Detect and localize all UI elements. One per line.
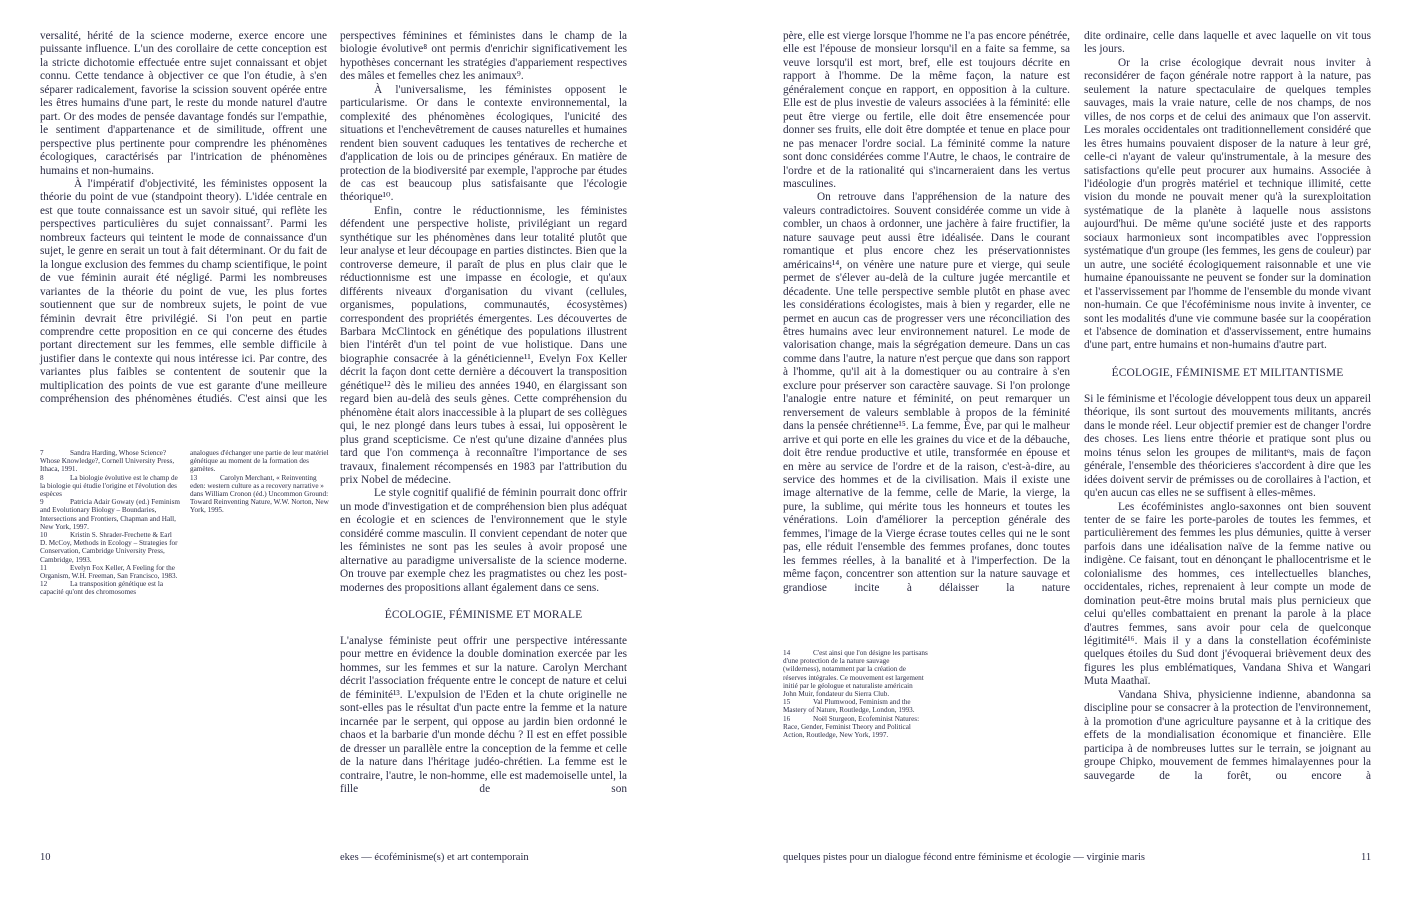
right-column-2 (1084, 30, 1371, 783)
paragraph: À l'universalisme, les féministes opposent le particularisme. Or dans le contexte environnemental, la complexité des phénomènes écologiques, l'unicité des situations et l'enchevêtrement de causes naturelles et humaines rendent bien souvent caduques les tentatives de recherche et d'application de lois ou de principes généraux. En matière de protection de la biodiversité par exemple, l'approche par études de cas est beaucoup plus satisfaisante que l'écologie théorique¹⁰. (340, 83, 627, 204)
footnote: 16 Noël Sturgeon, Ecofeminist Natures: Race, Gender, Feminist Theory and Political Action, Routledge, New York, 1997. (783, 714, 920, 740)
paragraph: père, elle est vierge lorsque l'homme ne l'a pas encore pénétrée, elle est l'épouse de monsieur lorsqu'il en a faite sa femme, sa veuve lorsqu'il est mort, bref, elle est toujours décrite en rapport à l'homme. De la même façon, la nature est généralement conçue en rapport, en opposition à la culture. Elle est de plus investie de valeurs associées à la féminité: elle peut être vierge ou fertile, elle doit être ensemencée pour donner ses fruits, elle doit être domptée et tenue en place pour ne pas menacer l'ordre social. La féminité comme la nature sont donc considérées comme l'Autre, le chaos, le contraire de l'ordre et de la rationalité qui s'incarneraient dans les vertus masculines. (783, 30, 1070, 190)
page-number-left: 10 (40, 852, 51, 863)
paragraph: Or la crise écologique devrait nous inviter à reconsidérer de façon générale notre rapport à la nature, pas seulement la nature spectaculaire de quelques temples sauvages, mais la vraie nature, celle de nos champs, de nos villes, de nos corps et de celui des animaux que l'on asservit. Les morales occidentales ont traditionnellement considéré que les êtres humains pouvaient disposer de la nature à leur gré, celle-ci n'ayant de valeur qu'instrumentale, à la mesure des satisfactions qu'elle peut procurer aux humains. Associée à l'idéologie d'un progrès matériel et technique illimité, cette vision du monde ne pouvait mener qu'à la surexploitation systématique de la planète à laquelle nous assistons aujourd'hui. De même qu'une société juste et des rapports sociaux harmonieux sont incompatibles avec l'oppression systématique d'un groupe (les femmes, les gens de couleur) par un autre, une société écologiquement raisonnable et une vie humaine épanouissante ne peuvent se fonder sur la domination et l'asservissement par l'homme de l'ensemble du monde vivant non-humain. Ce que l'écoféminisme nous invite à inventer, ce sont les modalités d'une vie commune basée sur la coopération et l'absence de domination et d'asservissement, entre humains d'une part, entre humains et non-humains d'autre part. (1084, 56, 1371, 352)
footnote: 8 La biologie évolutive est le champ de la biologie qui étudie l'origine et l'évolution des espèces (40, 473, 178, 499)
footnotes-right (783, 649, 928, 739)
paragraph: Vandana Shiva, physicienne indienne, abandonna sa discipline pour se consacrer à la protection de l'environnement, à la promotion d'une agriculture paysanne et à la critique des effets de la mondialisation économique et financière. Elle participa à de nombreuses luttes sur le terrain, se joignant au groupe Chipko, mouvement de femmes himalayennes pour la sauvegarde de la forêt, ou encore à (1084, 688, 1371, 782)
running-title-right: quelques pistes pour un dialogue fécond entre féminisme et écologie — virginie maris (783, 852, 1145, 863)
footnote: 12 La transposition génétique est la capacité qu'ont des chromosomes (40, 580, 164, 597)
paragraph: L'analyse féministe peut offrir une perspective intéressante pour mettre en évidence la double domination exercée par les hommes, sur les femmes et sur la nature. Carolyn Merchant décrit l'association fréquente entre le concept de nature et celui de féminité¹³. L'expulsion de l'Eden et la chute originelle ne sont-elles pas le résultat d'un pacte entre la femme et la nature incarnée par le serpent, qui oppose au jardin bien ordonné le chaos et la barbarie d'un monde déchu ? Il est en effet possible de dresser un parallèle entre la conception de la femme et celle de la nature dans l'héritage judéo-chrétien. La femme est le contraire, l'autre, le non-homme, elle est mademoiselle untel, la fille de son (340, 635, 627, 796)
section-heading: ÉCOLOGIE, FÉMINISME ET MORALE (384, 609, 583, 622)
paragraph: À l'impératif d'objectivité, les féministes opposent la théorie du point de vue (standpoint theory). L'idée centrale en est que toute connaissance est un savoir situé, qui reflète les perspectives particulières du sujet connaissant⁷. Parmi les nombreux facteurs qui teintent le mode de connaissance d'un sujet, le genre en serait un tout à fait déterminant. Or du fait de la longue exclusion des femmes du champ scientifique, le point de vue féminin aurait été négligé. Parmi les nombreuses variantes de la théorie du point de vue, les plus fortes soutiennent que sur de nombreux sujets, le point de vue féminin devrait être privilégié. Si l'on peut en partie comprendre cette proposition en ce qui concerne des études portant directement sur les femmes, elle semble difficile à justifier dans le contexte qui nous intéresse ici. Par contre, des variantes plus faibles se contentent de soutenir que la multiplication des points de vue est garante d'une meilleure compréhension des phénomènes étudiés. C'est ainsi que les (40, 177, 327, 406)
paragraph: perspectives féminines et féministes dans le champ de la biologie évolutive⁸ ont permis d'enrichir significativement les hypothèses concernant les stratégies d'appariement respectives des mâles et femelles chez les animaux⁹. (340, 30, 627, 83)
paragraph: Si le féminisme et l'écologie développent tous deux un appareil théorique, ils sont surtout des mouvements militants, ancrés dans le monde réel. Leur objectif premier est de changer l'ordre des choses. Les liens entre théorie et pratique sont plus ou moins ténus selon les groupes de militantᵉs, mais de façon générale, l'ensemble des théoricieres s'accordent à dire que les idées doivent servir de prémisses ou de corollaires à l'action, et qu'en aucun cas elles ne se suffisent à elles-mêmes. (1084, 392, 1371, 500)
paragraph: Les écoféministes anglo-saxonnes ont bien souvent tenter de se faire les porte-paroles de toutes les femmes, et particulièrement des femmes les plus démunies, quitte à verser parfois dans une idéalisation naïve de la femme native ou indigène. Ce faisant, tout en dénonçant le phallocentrisme et le colonialisme des hommes, ces intellectuelles blanches, occidentales, riches, reprenaient à leur compte un mode de domination peut-être moins brutal mais plus pernicieux que celui qu'elles combattaient en prenant la parole à la place d'autres femmes, sans avoir pour cela de quelconque légitimité¹⁶. Mais il y a dans la constellation écoféministe quelques étoiles du Sud dont j'évoquerai brièvement deux des figures les plus emblématiques, Vandana Shiva et Wangari Muta Maathaï. (1084, 500, 1371, 688)
page-number-right: 11 (1361, 852, 1372, 863)
paragraph: dite ordinaire, celle dans laquelle et avec laquelle on vit tous les jours. (1084, 30, 1371, 56)
left-column-1 (40, 30, 327, 407)
footnote: 9 Patricia Adair Gowaty (ed.) Feminism and Evolutionary Biology – Boundaries, Intersections and Frontiers, Chapman and Hall, New York, 1997. (40, 498, 180, 531)
paragraph: On retrouve dans l'appréhension de la nature des valeurs contradictoires. Souvent considérée comme un vide à combler, un chaos à ordonner, une jachère à faire fructifier, la nature sauvage peut aussi être idéalisée. Dans le courant romantique et plus encore chez les préservationnistes américains¹⁴, on vénère une nature pure et vierge, qui seule permet de s'élever au-delà de la culture jugée mercantile et décadente. Une telle perspective semble plutôt en phase avec les considérations écologistes, mais à bien y regarder, elle ne permet en aucun cas de progresser vers une réconciliation des êtres humains avec leur environnement naturel. Le mode de valorisation change, mais la ségrégation demeure. Dans un cas comme dans l'autre, la nature n'est perçue que dans son rapport à l'homme, qu'il ait à la domestiquer ou au contraire à s'en exclure pour préserver son caractère sauvage. Si l'on prolonge l'analogie entre nature et féminité, on peut remarquer un renversement de valeurs semblable à propos de la féminité dans la pensée chrétienne¹⁵. La femme, Ève, par qui le malheur arrive et qui porte en elle les graines du vice et de la débauche, doit être rendue productive et utile, transformée en épouse et en mère au service de l'ordre et de la raison, c'est-à-dire, au service des hommes et de la civilisation. Mais il existe une image alternative de la femme, celle de Marie, la vierge, la pure, la sublime, qui mérite tous les honneurs et toutes les vénérations. Loin d'améliorer la perception générale des femmes, l'image de la Vierge écrase toutes celles qui ne le sont pas, elle réduit l'ensemble des femmes profanes, donc toutes les femmes réelles, à la banalité et à l'imperfection. De la même façon, concentrer son attention sur la nature sauvage et grandiose incite à délaisser la nature (783, 191, 1070, 594)
footnote: 7 Sandra Harding, Whose Science? Whose Knowledge?, Cornell University Press, Ithaca, 1991. (40, 449, 175, 474)
footnotes-left-b (190, 449, 330, 515)
paragraph: Enfin, contre le réductionnisme, les féministes défendent une perspective holiste, privilégiant un regard synthétique sur les phénomènes dans leur totalité plutôt que leur analyse et leur découpage en parties distinctes. Bien que la controverse demeure, il paraît de plus en plus clair que le réductionnisme est une impasse en écologie, et qu'aux différents niveaux d'organisation du vivant (cellules, organismes, populations, communautés, écosystèmes) correspondent des propriétés émergentes. Les découvertes de Barbara McClintock en génétique des populations illustrent bien l'intérêt d'un tel point de vue holistique. Dans une biographie consacrée à la généticienne¹¹, Evelyn Fox Keller décrit la façon dont cette dernière a découvert la transposition génétique¹² dès le milieu des années 1940, en élargissant son regard bien au-delà des seuls gènes. Cette compréhension du phénomène était alors inaccessible à la plupart de ses collègues qui, le nez plongé dans leurs tubes à essai, lui opposèrent le plus grand scepticisme. Ce n'est qu'une dizaine d'années plus tard que l'on commença à reconnaître l'importance de ses travaux, finalement récompensés en 1983 par l'attribution du prix Nobel de médecine. (340, 204, 627, 486)
footnote: analogues d'échanger une partie de leur matériel génétique au moment de la formation des gamètes. (190, 449, 329, 474)
paragraph: versalité, hérité de la science moderne, exerce encore une puissante influence. L'un des corollaire de cette conception est la stricte dichotomie effectuée entre sujet connaissant et objet connu. Cette tendance à objectiver ce que l'on étudie, à s'en séparer radicalement, favorise la scission souvent opérée entre les êtres humains d'une part, le reste du monde naturel d'autre part. Or des modes de pensée davantage fondés sur l'empathie, le sentiment d'appartenance et de similitude, offrent une perspective plus pertinente pour comprendre les phénomènes écologiques, caractérisés par l'intrication de phénomènes humains et non-humains. (40, 30, 327, 177)
running-title-left: ekes — écoféminisme(s) et art contemporain (340, 852, 529, 863)
footnotes-left-a (40, 449, 180, 597)
left-column-2 (340, 30, 627, 796)
footnote: 10 Kristin S. Shrader-Frechette & Earl D. McCoy, Methods in Ecology – Strategies for Conservation, Cambridge University Press, Cambridge, 1993. (40, 531, 178, 564)
footnote: 13 Carolyn Merchant, « Reinventing eden: western culture as a recovery narrative » dans William Cronon (éd.) Uncommon Ground: Toward Reinventing Nature, W.W. Norton, New York, 1995. (190, 473, 329, 515)
section-heading: ÉCOLOGIE, FÉMINISME ET MILITANTISME (1111, 366, 1344, 379)
right-column-1 (783, 30, 1070, 595)
footnote: 15 Val Plumwood, Feminism and the Mastery of Nature, Routledge, London, 1993. (783, 698, 915, 715)
footnote: 14 C'est ainsi que l'on désigne les partisans d'une protection de la nature sauvage (wilderness), notamment par la création de réserves intégrales. Ce mouvement est largement initié par le géologue et naturaliste américain John Muir, fondateur du Sierra Club. (783, 649, 928, 699)
paragraph: Le style cognitif qualifié de féminin pourrait donc offrir un mode d'investigation et de compréhension bien plus adéquat en écologie et en sciences de l'environnement que le style considéré comme masculin. Il convient cependant de noter que les féministes ne sont pas les seules à avoir proposé une alternative au paradigme universaliste de la science moderne. On trouve par exemple chez les pragmatistes ou chez les post-modernes des propositions allant également dans ce sens. (340, 487, 627, 594)
footnote: 11 Evelyn Fox Keller, A Feeling for the Organism, W.H. Freeman, San Francisco, 1983. (40, 563, 178, 581)
